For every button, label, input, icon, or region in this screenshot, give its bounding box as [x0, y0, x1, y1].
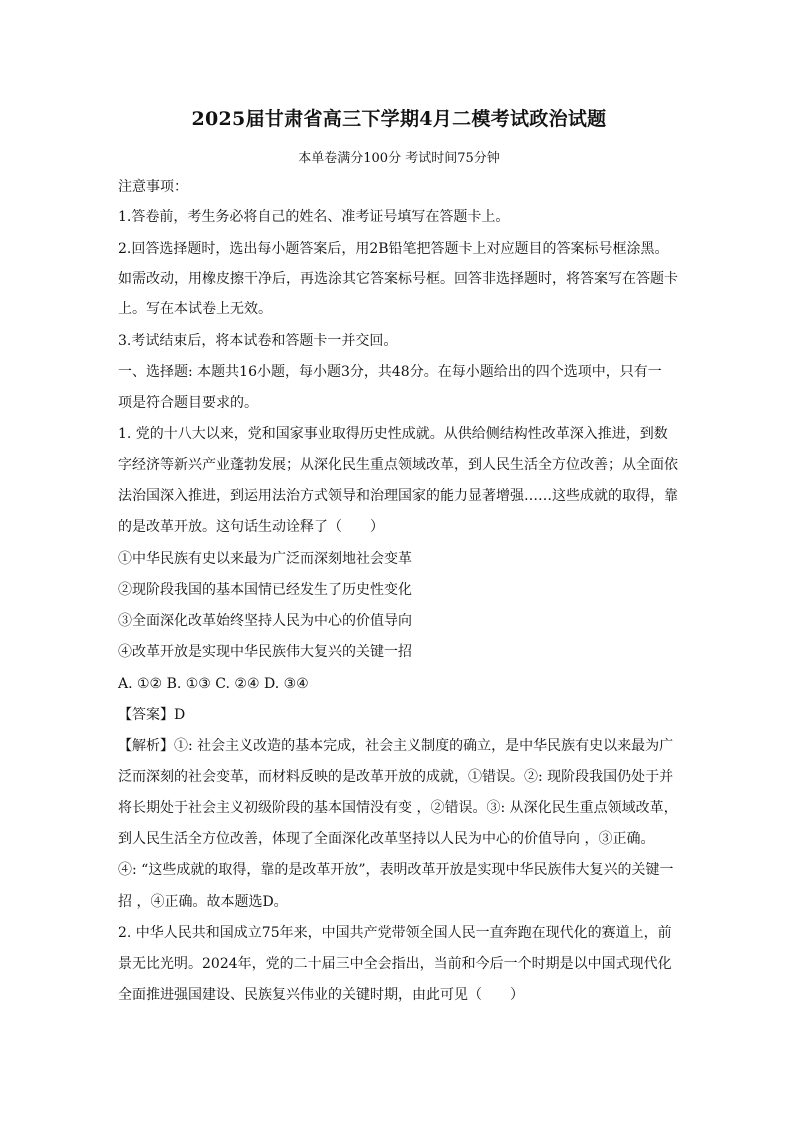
question-1-analysis-line-2: 泛而深刻的社会变革，而材料反映的是改革开放的成就，①错误。②: 现阶段我国仍处于并: [118, 769, 674, 785]
notice-item-2-line-1: 2.回答选择题时，选出每小题答案后，用2B铅笔把答题卡上对应题目的答案标号框涂黑。: [118, 241, 669, 257]
question-1-analysis-line-5: ④: “这些成就的取得，靠的是改革开放”，表明改革开放是实现中华民族伟大复兴的关键一: [118, 862, 674, 878]
question-1-option-2: ②现阶段我国的基本国情已经发生了历史性变化: [118, 582, 412, 598]
notice-item-3: 3.考试结束后，将本试卷和答题卡一并交回。: [118, 333, 398, 349]
question-1-analysis-line-4: 到人民生活全方位改善，体现了全面深化改革坚持以人民为中心的价值导向 ，③正确。: [118, 831, 655, 847]
question-2-line-1: 2. 中华人民共和国成立75年来，中国共产党带领全国人民一直奔跑在现代化的赛道上，前: [118, 925, 672, 941]
notice-item-2-line-3: 上。写在本试卷上无效。: [118, 301, 272, 317]
notice-item-1: 1.答卷前，考生务必将自己的姓名、准考证号填写在答题卡上。: [118, 209, 510, 225]
question-1-line-1: 1. 党的十八大以来，党和国家事业取得历史性成就。从供给侧结构性改革深入推进，到数: [118, 426, 668, 442]
notice-item-2-line-2: 如需改动，用橡皮擦干净后，再选涂其它答案标号框。回答非选择题时，将答案写在答题卡: [118, 271, 678, 287]
question-1-option-3: ③全面深化改革始终坚持人民为中心的价值导向: [118, 613, 412, 629]
question-1-line-3: 法治国深入推进，到运用法治方式领导和治理国家的能力显著增强……这些成就的取得，靠: [118, 488, 678, 504]
question-2-line-2: 景无比光明。2024年，党的二十届三中全会指出，当前和今后一个时期是以中国式现代化: [118, 956, 672, 972]
page-subtitle: 本单卷满分100分 考试时间75分钟: [298, 151, 500, 166]
section-1-line-1: 一、选择题: 本题共16小题，每小题3分，共48分。在每小题给出的四个选项中，只有一: [118, 364, 662, 380]
question-1-line-2: 字经济等新兴产业蓬勃发展；从深化民生重点领域改革，到人民生活全方位改善；从全面依: [118, 457, 678, 473]
question-1-option-4: ④改革开放是实现中华民族伟大复兴的关键一招: [118, 644, 412, 660]
question-2-line-3: 全面推进强国建设、民族复兴伟业的关键时期，由此可见（ ）: [118, 987, 524, 1003]
question-1-choices: A. ①② B. ①③ C. ②④ D. ③④: [118, 676, 309, 692]
question-1-option-1: ①中华民族有史以来最为广泛而深刻地社会变革: [118, 551, 412, 567]
question-1-analysis-line-3: 将长期处于社会主义初级阶段的基本国情没有变 ，②错误。③: 从深化民生重点领域改革，: [118, 800, 678, 816]
question-1-line-4: 的是改革开放。这句话生动诠释了（ ）: [118, 519, 384, 535]
question-1-analysis-line-6: 招 ，④正确。故本题选D。: [118, 894, 288, 910]
page-title: 2025届甘肃省高三下学期4月二模考试政治试题: [191, 108, 607, 130]
question-1-answer: 【答案】D: [118, 707, 186, 723]
section-1-line-2: 项是符合题目要求的。: [118, 395, 258, 411]
question-1-analysis-line-1: 【解析】①: 社会主义改造的基本完成，社会主义制度的确立，是中华民族有史以来最为广: [118, 738, 674, 754]
notice-heading: 注意事项：: [118, 179, 188, 195]
